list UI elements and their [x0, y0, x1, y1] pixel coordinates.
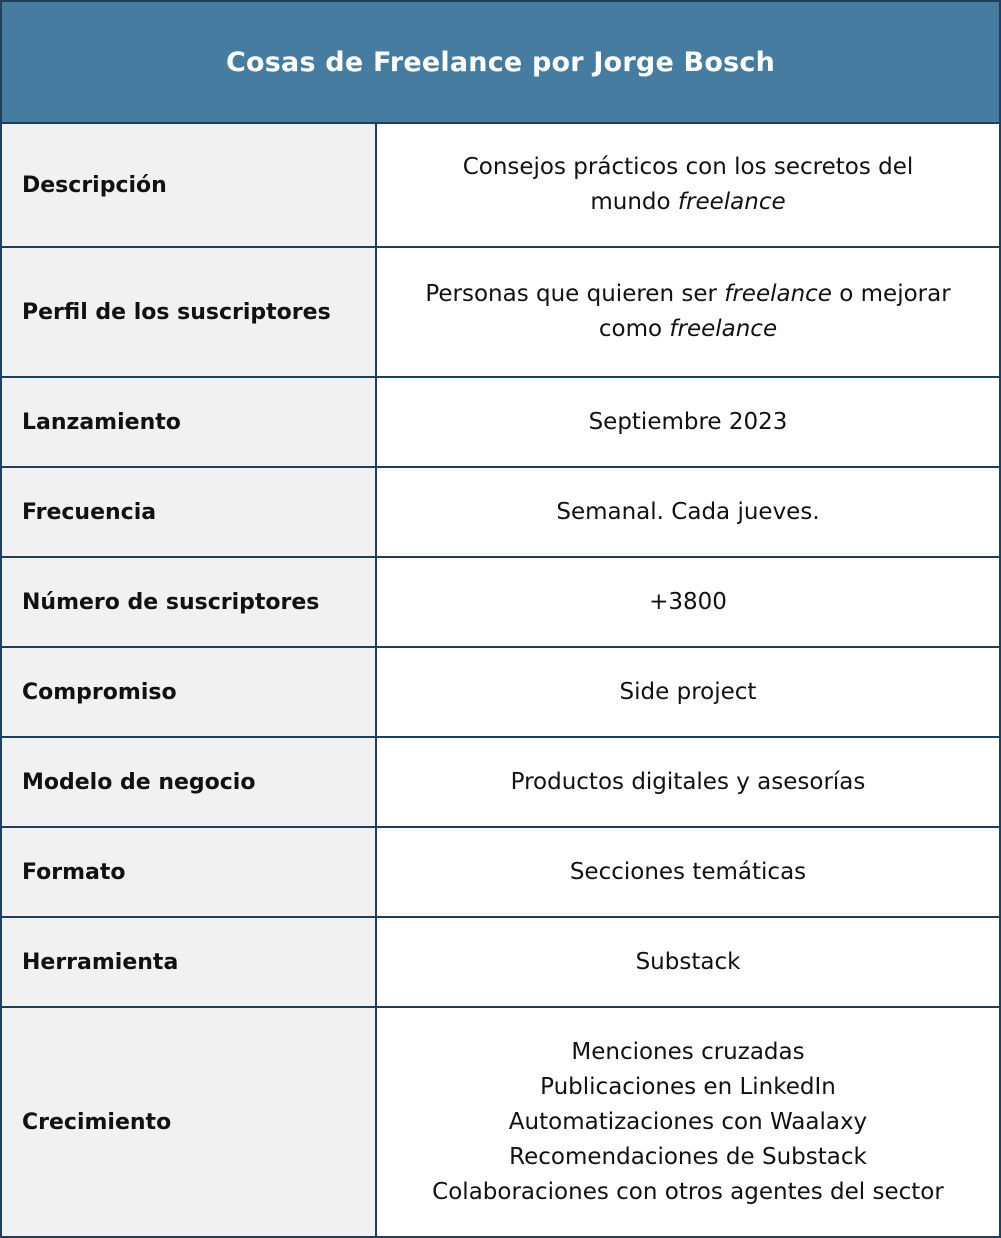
value-line: Semanal. Cada jueves.	[556, 498, 820, 525]
row-label: Descripción	[2, 124, 377, 246]
row-label: Crecimiento	[2, 1008, 377, 1236]
value-line: Publicaciones en LinkedIn	[540, 1073, 836, 1100]
value-line: Recomendaciones de Substack	[509, 1143, 867, 1170]
row-label: Compromiso	[2, 648, 377, 736]
value-line: Substack	[635, 948, 741, 975]
value-line: Menciones cruzadas	[571, 1038, 805, 1065]
row-label: Perfil de los suscriptores	[2, 248, 377, 376]
table-row	[2, 248, 999, 378]
row-value	[377, 124, 999, 246]
table-row	[2, 468, 999, 558]
row-value	[377, 918, 999, 1006]
row-label: Formato	[2, 828, 377, 916]
row-value	[377, 738, 999, 826]
table-title: Cosas de Freelance por Jorge Bosch	[225, 46, 775, 78]
table-row	[2, 918, 999, 1008]
table-row	[2, 828, 999, 918]
row-label: Herramienta	[2, 918, 377, 1006]
row-value	[377, 1008, 999, 1236]
value-line: mundo freelance	[590, 189, 786, 215]
table-row	[2, 124, 999, 248]
row-label: Lanzamiento	[2, 378, 377, 466]
row-value	[377, 648, 999, 736]
value-line: Productos digitales y asesorías	[510, 768, 866, 795]
table-row	[2, 648, 999, 738]
row-value	[377, 468, 999, 556]
value-line: Colaboraciones con otros agentes del sector	[432, 1178, 944, 1205]
row-value	[377, 378, 999, 466]
row-label: Frecuencia	[2, 468, 377, 556]
italic-term: freelance	[724, 281, 832, 307]
table-header	[2, 2, 999, 124]
value-line: Septiembre 2023	[588, 408, 788, 435]
table-row	[2, 1008, 999, 1236]
table-row	[2, 738, 999, 828]
value-line: Personas que quieren ser freelance o mejorar	[425, 281, 951, 307]
value-line: Consejos prácticos con los secretos del	[462, 154, 914, 180]
value-line: Secciones temáticas	[569, 858, 807, 885]
italic-term: freelance	[669, 316, 778, 342]
value-line: Automatizaciones con Waalaxy	[508, 1108, 868, 1135]
table-row	[2, 378, 999, 468]
italic-term: freelance	[677, 189, 786, 215]
row-label: Modelo de negocio	[2, 738, 377, 826]
value-line: +3800	[649, 588, 727, 615]
row-value	[377, 558, 999, 646]
table-row	[2, 558, 999, 648]
row-value	[377, 248, 999, 376]
value-line: Side project	[619, 678, 757, 705]
row-value	[377, 828, 999, 916]
value-line: como freelance	[598, 316, 778, 342]
row-label: Número de suscriptores	[2, 558, 377, 646]
